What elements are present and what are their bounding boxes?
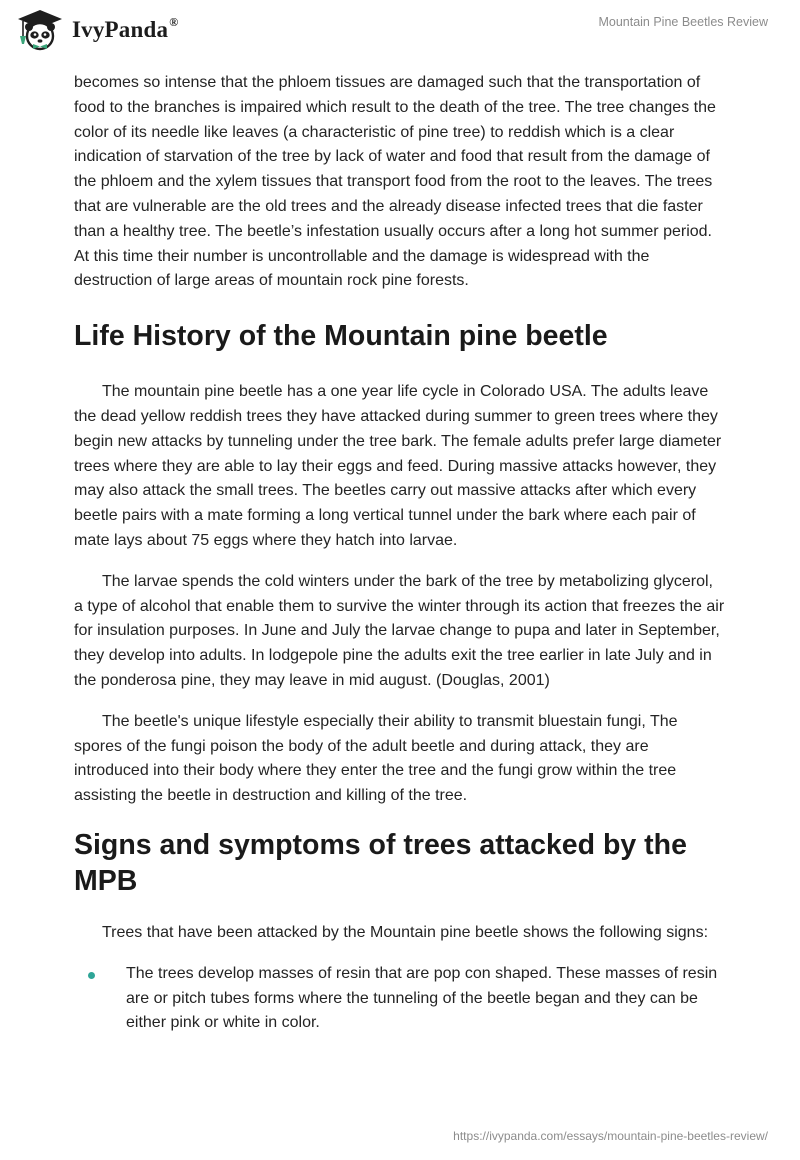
paragraph-life-cycle: The mountain pine beetle has a one year life cycle in Colorado USA. The adults leave the dead yellow reddish trees they have attacked during summer to green trees where they begin new attacks by tunneling under the tree bark. The female adults prefer large diameter trees where they are able to lay their eggs and feed. During massive attacks however, they may also attack the small trees. The beetles carry out massive attacks after which every beetle pairs with a mate forming a long vertical tunnel under the bark where each pair of mate lays about 75 eggs where they hatch into larvae. xyxy=(74,383,722,549)
brand-name-text: IvyPanda xyxy=(72,17,169,42)
intro-paragraph: becomes so intense that the phloem tissues are damaged such that the transportation of food to the branches is impaired which result to the death of the tree. The tree changes the color of its needle like leaves (a characteristic of pine tree) to reddish which is a clear indication of starvation of the tree by lack of water and food that result from the damage of the phloem and the xylem tissues that transport food from the root to the leaves. The trees that are vulnerable are the old trees and the already disease infected trees that die faster than a healthy tree. The beetle’s infestation usually occurs after a long hot summer period. At this time their number is uncontrollable and the damage is widespread with the destruction of large areas of mountain rock pine forests. xyxy=(74,74,716,290)
paragraph-signs-intro: Trees that have been attacked by the Mountain pine beetle shows the following signs: xyxy=(102,923,709,941)
section-heading-life-history: Life History of the Mountain pine beetle xyxy=(74,320,608,353)
paragraph-larvae: The larvae spends the cold winters under the bark of the tree by metabolizing glycerol, a type of alcohol that enable them to survive the winter through its action that freezes the air for insulation purposes. In June and July the larvae change to pupa and later in September, they develop into adults. In lodgepole pine the adults exit the tree earlier in late July and in the ponderosa pine, they may leave in mid august. (Douglas, 2001) xyxy=(74,572,725,689)
essay-content xyxy=(74,71,726,1036)
document-title: Mountain Pine Beetles Review xyxy=(598,15,768,29)
brand-name xyxy=(72,17,178,43)
page-header xyxy=(0,0,800,70)
panda-graduate-icon xyxy=(14,8,66,52)
section-heading-signs: Signs and symptoms of trees attacked by the MPB xyxy=(74,828,687,897)
registered-mark: ® xyxy=(169,15,179,29)
source-url[interactable]: https://ivypanda.com/essays/mountain-pine-beetles-review/ xyxy=(453,1129,768,1143)
list-item xyxy=(74,962,726,1036)
brand-logo[interactable] xyxy=(14,8,178,52)
list-item-text: The trees develop masses of resin that are pop con shaped. These masses of resin are or pitch tubes forms where the tunneling of the beetle began and they can be either pink or white in color. xyxy=(126,964,718,1032)
paragraph-fungi: The beetle's unique lifestyle especially their ability to transmit bluestain fungi, The spores of the fungi poison the body of the adult beetle and during attack, they are introduced into their body where they enter the tree and the fungi grow within the tree assisting the beetle in destruction and killing of the tree. xyxy=(74,712,678,805)
signs-list xyxy=(74,962,726,1036)
bullet-dot-icon xyxy=(88,972,95,979)
